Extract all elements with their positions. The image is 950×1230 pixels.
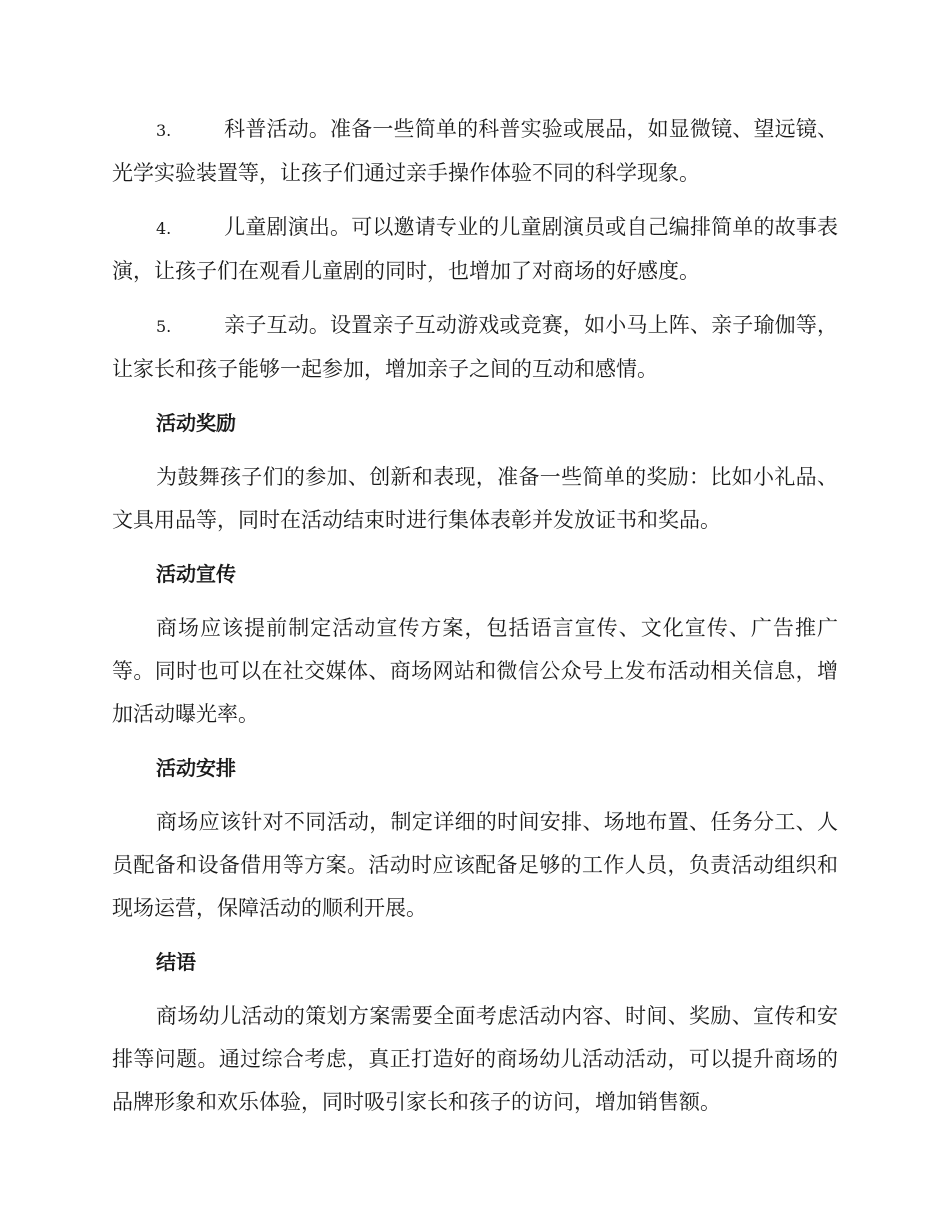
list-number: 3. (156, 121, 172, 140)
section-heading: 活动安排 (156, 756, 236, 780)
list-item (112, 304, 838, 391)
list-item (112, 108, 838, 195)
section-paragraph: 为鼓舞孩子们的参加、创新和表现，准备一些简单的奖励：比如小礼品、文具用品等，同时在活动结束时进行集体表彰并发放证书和奖品。 (112, 465, 838, 532)
list-item-text: 亲子互动。设置亲子互动游戏或竞赛，如小马上阵、亲子瑜伽等，让家长和孩子能够一起参加，增加亲子之间的互动和感情。 (112, 313, 838, 381)
section-heading: 结语 (156, 950, 196, 974)
list-item-text: 儿童剧演出。可以邀请专业的儿童剧演员或自己编排简单的故事表演，让孩子们在观看儿童剧的同时，也增加了对商场的好感度。 (112, 215, 838, 283)
list-number: 4. (156, 219, 172, 238)
section-paragraph: 商场幼儿活动的策划方案需要全面考虑活动内容、时间、奖励、宣传和安排等问题。通过综合考虑，真正打造好的商场幼儿活动活动，可以提升商场的品牌形象和欢乐体验，同时吸引家长和孩子的访问，增加销售额。 (112, 1004, 838, 1114)
list-item-text: 科普活动。准备一些简单的科普实验或展品，如显微镜、望远镜、光学实验装置等，让孩子们通过亲手操作体验不同的科学现象。 (112, 117, 838, 185)
document-page (112, 108, 838, 1135)
section-paragraph: 商场应该提前制定活动宣传方案，包括语言宣传、文化宣传、广告推广等。同时也可以在社交媒体、商场网站和微信公众号上发布活动相关信息，增加活动曝光率。 (112, 616, 838, 726)
list-item (112, 206, 838, 293)
section-heading: 活动奖励 (156, 411, 236, 435)
section-paragraph: 商场应该针对不同活动，制定详细的时间安排、场地布置、任务分工、人员配备和设备借用等方案。活动时应该配备足够的工作人员，负责活动组织和现场运营，保障活动的顺利开展。 (112, 810, 838, 920)
section-heading: 活动宣传 (156, 562, 236, 586)
list-number: 5. (156, 317, 172, 336)
